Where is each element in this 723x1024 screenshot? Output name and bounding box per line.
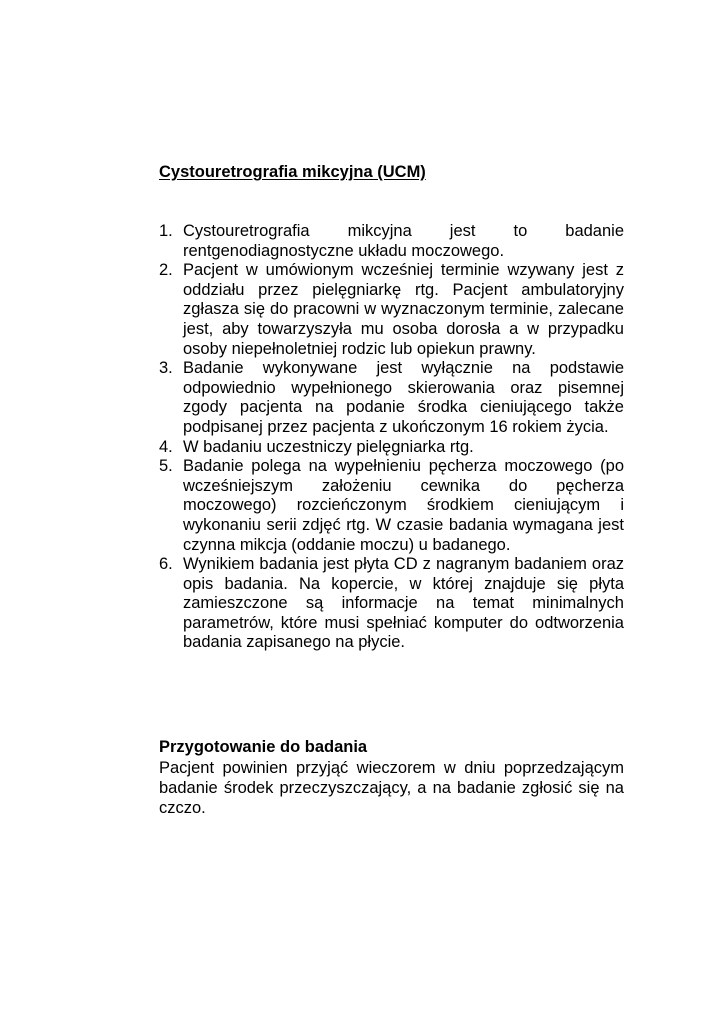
list-item-text: Cystouretrografia mikcyjna jest to badanie rentgenodiagnostyczne układu moczowego. (183, 222, 624, 260)
document-title: Cystouretrografia mikcyjna (UCM) (159, 163, 426, 181)
preparation-heading: Przygotowanie do badania (159, 738, 368, 756)
list-item (159, 261, 624, 359)
list-item (159, 457, 624, 555)
list-item-text: W badaniu uczestniczy pielęgniarka rtg. (183, 437, 474, 456)
list-item (159, 555, 624, 653)
list-item-text: Badanie polega na wypełnieniu pęcherza moczowego (po wcześniejszym założeniu cewnika do pęcherza moczowego) rozcieńczonym środkiem cieniującym i wykonaniu serii zdjęć rtg. W czasie badania wymagana jest czynna mikcja (oddanie moczu) u badanego. (183, 457, 624, 554)
list-item-text: Badanie wykonywane jest wyłącznie na podstawie odpowiednio wypełnionego skierowania oraz pisemnej zgody pacjenta na podanie środka cieniującego także podpisanej przez pacjenta z ukończonym 16 rokiem życia. (183, 359, 624, 436)
list-item-text: Pacjent w umówionym wcześniej terminie wzywany jest z oddziału przez pielęgniarkę rtg. Pacjent ambulatoryjny zgłasza się do pracowni w wyznaczonym terminie, zalecane jest, aby towarzyszyła mu osoba dorosła a w przypadku osoby niepełnoletniej rodzic lub opiekun prawny. (183, 261, 624, 358)
list-item-number: 1. (159, 222, 173, 240)
list-item-number: 5. (159, 457, 173, 476)
list-item-number: 4. (159, 437, 173, 456)
preparation-paragraph: Pacjent powinien przyjąć wieczorem w dniu poprzedzającym badanie środek przeczyszczający, a na badanie zgłosić się na czczo. (159, 759, 624, 817)
list-item (159, 222, 624, 261)
list-item-text: Wynikiem badania jest płyta CD z nagranym badaniem oraz opis badania. Na kopercie, w której znajduje się płyta zamieszczone są informacje na temat minimalnych parametrów, które musi spełniać komputer do odtworzenia badania zapisanego na płycie. (183, 555, 624, 652)
list-item-number: 6. (159, 555, 173, 574)
numbered-list (159, 222, 624, 653)
list-item (159, 359, 624, 437)
list-item-number: 2. (159, 261, 173, 280)
list-item-number: 3. (159, 359, 173, 378)
list-item (159, 438, 624, 458)
